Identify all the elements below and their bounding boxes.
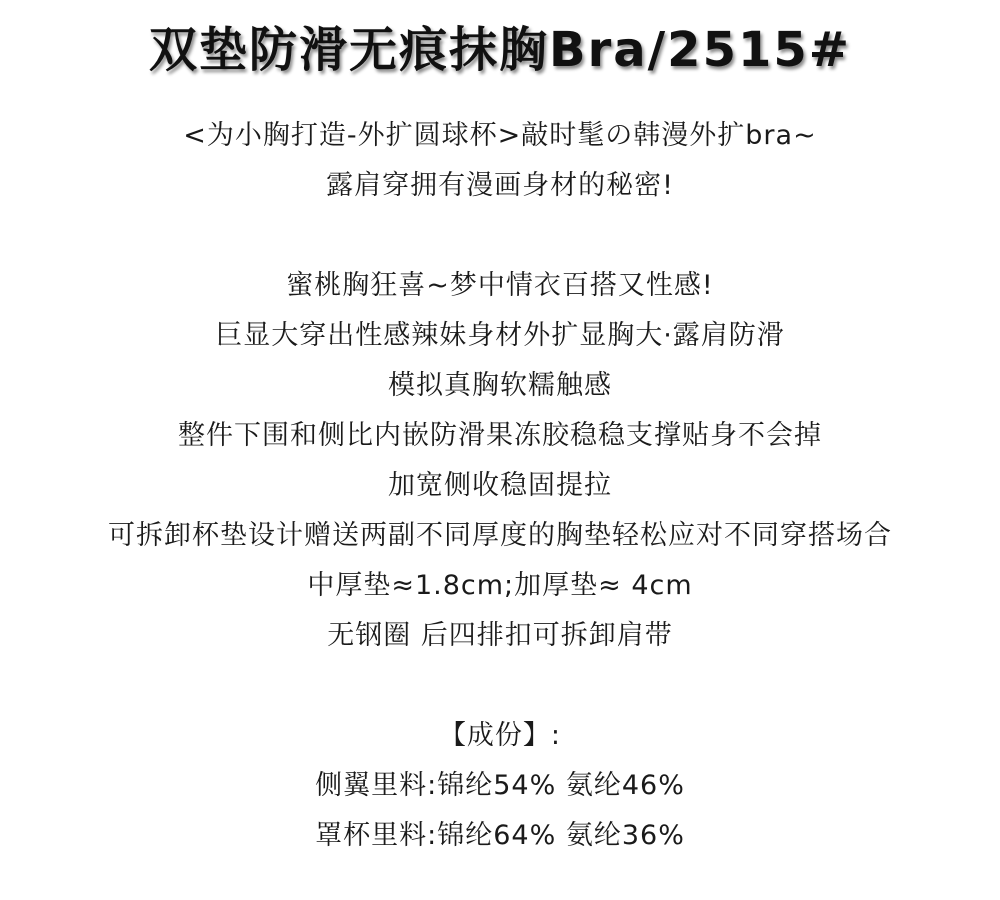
feature-line-6: 可拆卸杯垫设计赠送两副不同厚度的胸垫轻松应对不同穿搭场合 [108,520,892,551]
feature-line-5: 加宽侧收稳固提拉 [388,470,612,501]
composition-item-2: 罩杯里料:锦纶64% 氨纶36% [315,820,685,851]
composition-heading: 【成份】: [438,720,562,751]
feature-line-4: 整件下围和侧比内嵌防滑果冻胶稳稳支撑贴身不会掉 [178,420,822,451]
intro-line-2: 露肩穿拥有漫画身材的秘密! [326,170,674,201]
intro-line-1: <为小胸打造-外扩圆球杯>敲时髦の韩漫外扩bra~ [183,120,817,151]
feature-line-2: 巨显大穿出性感辣妹身材外扩显胸大·露肩防滑 [215,320,785,351]
feature-line-8: 无钢圈 后四排扣可拆卸肩带 [327,620,673,651]
feature-line-1: 蜜桃胸狂喜~梦中情衣百搭又性感! [286,270,714,301]
feature-line-7: 中厚垫≈1.8cm;加厚垫≈ 4cm [307,570,693,601]
composition-item-1: 侧翼里料:锦纶54% 氨纶46% [315,770,685,801]
product-title: 双垫防滑无痕抹胸Bra/2515# [149,22,851,78]
feature-line-3: 模拟真胸软糯触感 [388,370,612,401]
